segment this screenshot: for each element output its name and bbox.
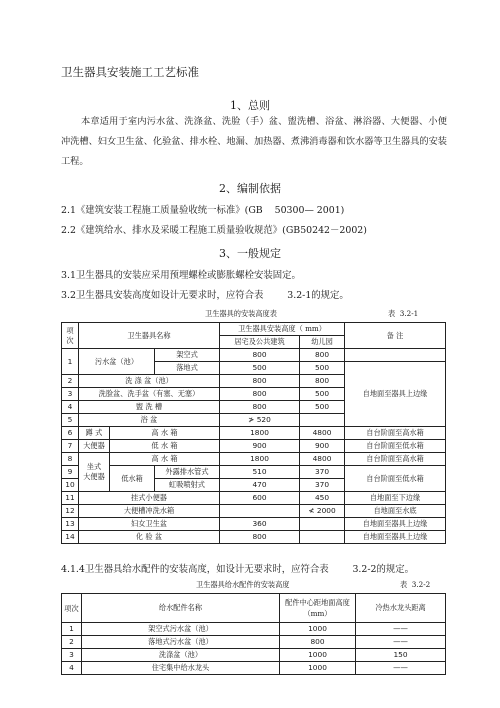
cell-no: 12 xyxy=(62,505,79,518)
table-row xyxy=(62,505,446,518)
table-row xyxy=(62,453,446,466)
basis-item-2: 2.2《建筑给水、排水及采暖工程施工质量验收规范》(GB50242－2002) xyxy=(61,225,367,236)
cell-residential: 800 xyxy=(220,375,300,388)
cell-residential: 360 xyxy=(220,518,300,531)
cell-kindergarten: 500 xyxy=(300,362,345,375)
cell-no: 2 xyxy=(62,636,82,649)
cell-no: 11 xyxy=(62,492,79,505)
cell-distance: —— xyxy=(356,636,446,649)
table-row xyxy=(62,649,446,662)
cell-name: 大便槽冲洗水箱 xyxy=(79,505,220,518)
cell-name: 盥 洗 槽 xyxy=(79,401,220,414)
table-row xyxy=(62,662,446,675)
rule-4-1-4: 4.1.4卫生器具给水配件的安装高度，如设计无要求时，应符合表 3.2-2的规定。 xyxy=(61,564,414,575)
cell-height: 1000 xyxy=(280,623,356,636)
col-header-name: 卫生器具名称 xyxy=(79,323,220,349)
cell-note xyxy=(345,349,446,362)
cell-note: 自地面至下边缘 xyxy=(345,492,446,505)
cell-no: 3 xyxy=(62,649,82,662)
table-row xyxy=(62,466,446,479)
cell-no: 14 xyxy=(62,531,79,544)
cell-name: 污水盆（池） xyxy=(79,349,155,375)
cell-name: 坐式 大便器 xyxy=(79,453,110,492)
cell-kindergarten xyxy=(300,414,345,427)
cell-kindergarten: 370 xyxy=(300,466,345,479)
table-row xyxy=(62,427,446,440)
cell-no: 13 xyxy=(62,518,79,531)
cell-kindergarten: 370 xyxy=(300,479,345,492)
cell-name: 妇女卫生盆 xyxy=(79,518,220,531)
rule-3-1: 3.1卫生器具的安装应采用预埋螺栓或膨胀螺栓安装固定。 xyxy=(61,270,301,281)
cell-distance: —— xyxy=(356,623,446,636)
cell-kindergarten: 500 xyxy=(300,401,345,414)
cell-subname: 架空式 xyxy=(155,349,220,362)
cell-no: 7 xyxy=(62,440,79,453)
cell-name: 大便器 xyxy=(79,440,110,453)
cell-subname: 高 水 箱 xyxy=(110,453,220,466)
cell-kindergarten: 900 xyxy=(300,440,345,453)
col-header-no: 项次 xyxy=(62,323,79,349)
table-row xyxy=(62,623,446,636)
cell-name: 蹲 式 xyxy=(79,427,110,440)
table1-label: 表 3.2-1 xyxy=(388,309,419,318)
cell-name: 洗 涤 盆（池） xyxy=(79,375,220,388)
table1-caption: 卫生器具的安装高度表 xyxy=(205,309,277,318)
cell-residential: 600 xyxy=(220,492,300,505)
table2-caption: 卫生器具给水配件的安装高度 xyxy=(196,580,290,589)
cell-note: 自台阶面至高水箱 xyxy=(345,453,446,466)
table-row xyxy=(62,636,446,649)
col-header-no: 项次 xyxy=(62,594,82,623)
cell-no: 9 xyxy=(62,466,79,479)
cell-no: 4 xyxy=(62,662,82,675)
cell-no: 6 xyxy=(62,427,79,440)
table-row xyxy=(62,349,446,362)
cell-residential xyxy=(220,505,300,518)
cell-residential: 800 xyxy=(220,401,300,414)
cell-name: 落地式污水盆（池） xyxy=(82,636,280,649)
document-title: 卫生器具安装施工工艺标准 xyxy=(61,65,199,79)
cell-name: 洗涤盆（池） xyxy=(82,649,280,662)
cell-kindergarten xyxy=(300,531,345,544)
cell-subname: 落地式 xyxy=(155,362,220,375)
cell-kindergarten xyxy=(300,518,345,531)
cell-residential: 510 xyxy=(220,466,300,479)
cell-residential: 470 xyxy=(220,479,300,492)
cell-residential: ≯ 520 xyxy=(220,414,300,427)
col-header-height: 卫生器具安装高度（ mm） xyxy=(220,323,345,336)
cell-residential: 1800 xyxy=(220,453,300,466)
cell-no: 1 xyxy=(62,349,79,375)
cell-subname: 高 水 箱 xyxy=(110,427,220,440)
col-header-height: 配件中心距地面高度（mm） xyxy=(280,594,356,623)
cell-name: 化 验 盆 xyxy=(79,531,220,544)
cell-no: 2 xyxy=(62,375,79,388)
cell-subname: 外露排水管式 xyxy=(155,466,220,479)
cell-kindergarten: 4800 xyxy=(300,453,345,466)
cell-residential: 800 xyxy=(220,531,300,544)
table-row xyxy=(62,492,446,505)
cell-kindergarten: 4800 xyxy=(300,427,345,440)
cell-kindergarten: ≮ 2000 xyxy=(300,505,345,518)
section-heading-general: 1、总则 xyxy=(230,99,270,112)
cell-distance: 150 xyxy=(356,649,446,662)
table2-label: 表 3.2-2 xyxy=(400,580,431,589)
cell-name: 架空式污水盆（池） xyxy=(82,623,280,636)
cell-no: 4 xyxy=(62,401,79,414)
table-row xyxy=(62,518,446,531)
cell-no: 5 xyxy=(62,414,79,427)
section-heading-basis: 2、编制依据 xyxy=(219,182,281,195)
fitting-height-table xyxy=(61,593,446,675)
cell-note: 自台阶面至低水箱 xyxy=(345,466,446,492)
col-header-residential: 居宅及公共建筑 xyxy=(220,336,300,349)
cell-name: 挂式小便器 xyxy=(79,492,220,505)
cell-note: 自地面至器具上边缘 xyxy=(345,362,446,427)
section-heading-rules: 3、一般规定 xyxy=(219,247,281,260)
cell-name: 洗脸盆、洗手盆（有塞、无塞） xyxy=(79,388,220,401)
general-paragraph: 本章适用于室内污水盆、洗涤盆、洗脸（手）盆、盥洗槽、浴盆、淋浴器、大便器、小便冲洗槽、妇女卫生盆、化验盆、排水栓、地漏、加热器、煮沸消毒器和饮水器等卫生器具的安装工程。 xyxy=(61,116,447,167)
cell-no: 3 xyxy=(62,388,79,401)
cell-note: 自台阶面至高水箱 xyxy=(345,427,446,440)
cell-kindergarten: 500 xyxy=(300,388,345,401)
cell-kindergarten: 800 xyxy=(300,375,345,388)
cell-residential: 800 xyxy=(220,388,300,401)
cell-no: 1 xyxy=(62,623,82,636)
cell-residential: 500 xyxy=(220,362,300,375)
install-height-table xyxy=(61,322,446,544)
cell-note: 自台阶面至低水箱 xyxy=(345,440,446,453)
col-header-kindergarten: 幼儿园 xyxy=(300,336,345,349)
cell-kindergarten: 800 xyxy=(300,349,345,362)
cell-residential: 900 xyxy=(220,440,300,453)
col-header-distance: 冷热水龙头距离 xyxy=(356,594,446,623)
cell-residential: 800 xyxy=(220,349,300,362)
rule-3-2: 3.2卫生器具安装高度如设计无要求时，应符合表 3.2-1的规定。 xyxy=(61,290,349,301)
table-row xyxy=(62,531,446,544)
basis-item-1: 2.1《建筑安装工程施工质量验收统一标准》(GB 50300— 2001) xyxy=(61,205,345,216)
cell-kindergarten: 450 xyxy=(300,492,345,505)
cell-subname: 虹吸喷射式 xyxy=(155,479,220,492)
table-row xyxy=(62,440,446,453)
cell-no: 8 xyxy=(62,453,79,466)
cell-note: 自地面至器具上边缘 xyxy=(345,531,446,544)
cell-residential: 1800 xyxy=(220,427,300,440)
cell-distance: —— xyxy=(356,662,446,675)
cell-height: 1000 xyxy=(280,649,356,662)
cell-subgroup: 低水箱 xyxy=(110,466,155,492)
cell-height: 1000 xyxy=(280,662,356,675)
cell-name: 住宅集中给水龙头 xyxy=(82,662,280,675)
cell-note: 自地面至器具上边缘 xyxy=(345,518,446,531)
cell-subname: 低 水 箱 xyxy=(110,440,220,453)
cell-no: 10 xyxy=(62,479,79,492)
cell-height: 800 xyxy=(280,636,356,649)
cell-name: 浴 盆 xyxy=(79,414,220,427)
col-header-name: 给水配件名称 xyxy=(82,594,280,623)
cell-note: 自地面至水底 xyxy=(345,505,446,518)
col-header-note: 备 注 xyxy=(345,323,446,349)
